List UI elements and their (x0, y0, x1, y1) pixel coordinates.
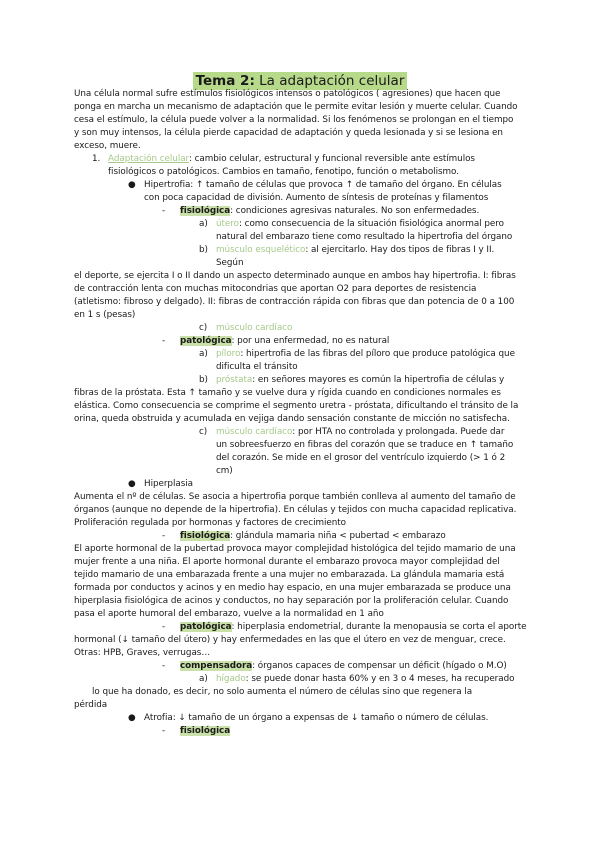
dash-icon: - (162, 726, 166, 736)
hipertrofia-utero (74, 218, 530, 231)
hipertrofia-patologica (74, 335, 530, 348)
paragraph-line: Proliferación regulada por hormonas y factores de crecimiento (74, 518, 346, 528)
hipertrofia-musculo-cardiaco (74, 322, 530, 335)
intro-line: cesa el estímulo, la célula puede volver a la normalidad. Si los fenómenos se prolongan en el tiempo (74, 115, 514, 125)
paragraph-line: formada por conductos y acinos y en medio hay espacio, en una mujer embarazada se produce una (74, 583, 511, 593)
sub-label: b) (199, 375, 208, 385)
term-piloro: píloro (216, 349, 241, 359)
higado-text: : se puede donar hasta 60% y en 3 o 4 meses, ha recuperado (245, 674, 515, 684)
paragraph-line: mujer frente a una niña. El aporte hormonal durante el embarazo provoca mayor complejidad del (74, 557, 500, 567)
cardiaco-line3: del corazón. Se mide en el grosor del ventrículo izquierdo (> 1 ó 2 (216, 453, 506, 463)
sub-label: b) (199, 245, 208, 255)
term-musculo-cardiaco: músculo cardíaco (216, 427, 293, 437)
hiperplasia-patologica (74, 621, 530, 634)
sub-label: c) (199, 427, 208, 437)
intro-line: y son muy intensos, la célula pierde capacidad de adaptación y queda lesionada y si se lesiona en (74, 128, 503, 138)
pato-text: : por una enfermedad, no es natural (231, 336, 390, 346)
comp-text: : órganos capaces de compensar un déficit (hígado o M.O) (252, 661, 507, 671)
sub-label: c) (199, 323, 208, 333)
document-body (74, 88, 530, 738)
paragraph-line: el deporte, se ejercita I o II dando un aspecto determinado aunque en ambos hay hipertrofia. I: fibras (74, 271, 516, 281)
bullet-icon: ● (128, 479, 136, 489)
atrofia-fisiologica (74, 725, 530, 738)
paragraph-line: Aumenta el nº de células. Se asocia a hipertrofia porque también conlleva al aumento del tamaño de (74, 492, 516, 502)
term-musculo-esqueletico: músculo esquelético (216, 245, 306, 255)
title-text: La adaptación celular (254, 73, 405, 89)
list-item-1 (74, 153, 530, 166)
paragraph-line: en 1 s (pesas) (74, 310, 136, 320)
bullet-icon: ● (128, 713, 136, 723)
term-patologica: patológica (180, 622, 232, 632)
higado-line2: lo que ha donado, es decir, no solo aumenta el número de células sino que regenera la (92, 687, 473, 697)
patologica-piloro (74, 348, 530, 361)
paragraph-line: elástica. Como consecuencia se comprime el segmento uretra - próstata, dificultando el tránsito de la (74, 401, 519, 411)
pato-line2: hormonal (↓ tamaño del útero) y hay enfermedades en las que el útero en vez de menguar, crece. (74, 635, 506, 645)
term-fisiologica: fisiológica (180, 726, 231, 736)
utero-text: : como consecuencia de la situación fisiológica anormal pero (239, 219, 504, 229)
piloro-line2: dificulta el tránsito (216, 362, 298, 372)
dash-icon: - (162, 336, 166, 346)
higado-line3: pérdida (74, 700, 108, 710)
item1-text: : cambio celular, estructural y funcional reversible ante estímulos (188, 154, 475, 164)
list-number: 1. (92, 154, 101, 164)
term-compensadora: compensadora (180, 661, 253, 671)
bullet-atrofia (74, 712, 530, 725)
paragraph-line: (atletismo: fibroso y delgado). II: fibras de contracción rápida con fibras que dan potencia de 0 a 100 (74, 297, 515, 307)
atrofia-line1: Atrofia: ↓ tamaño de un órgano a expensas de ↓ tamaño o número de células. (144, 713, 489, 723)
paragraph-line: órganos (aunque no depende de la hipertrofia). En células y tejidos con mucha capacidad replicativa. (74, 505, 517, 515)
paragraph-line: El aporte hormonal de la pubertad provoca mayor complejidad histológica del tejido mamario de una (74, 544, 516, 554)
term-patologica: patológica (180, 336, 232, 346)
patologica-prostata (74, 374, 530, 387)
cardiaco-line4: cm) (216, 466, 233, 476)
term-adaptacion-celular: Adaptación celular (108, 154, 189, 164)
fisio-text: : glándula mamaria niña < pubertad < embarazo (230, 531, 446, 541)
dash-icon: - (162, 661, 166, 671)
term-fisiologica: fisiológica (180, 531, 231, 541)
compensadora-higado (74, 673, 530, 686)
sub-label: a) (199, 219, 208, 229)
bullet-hipertrofia (74, 179, 530, 192)
musculo-text: : al ejercitarlo. Hay dos tipos de fibras I y II. (305, 245, 495, 255)
title-prefix: Tema 2: (195, 73, 255, 89)
patologica-musculo-cardiaco (74, 426, 530, 439)
term-higado: hígado (216, 674, 246, 684)
paragraph-line: hiperplasia fisiológica de acinos y conductos, no hay separación por la proliferación celular. Cuando (74, 596, 509, 606)
dash-icon: - (162, 531, 166, 541)
dash-icon: - (162, 206, 166, 216)
bullet-icon: ● (128, 180, 136, 190)
pato-line3: Otras: HPB, Graves, verrugas… (74, 648, 211, 658)
intro-line: ponga en marcha un mecanismo de adaptación que le permite evitar lesión y muerte celular. Cuando (74, 102, 518, 112)
term-musculo-cardiaco: músculo cardíaco (216, 323, 293, 333)
paragraph-line: orina, queda obstruida y acumulada en vejiga dando sensación constante de micción no satisfecha. (74, 414, 510, 424)
utero-line2: natural del embarazo tiene como resultado la hipertrofia del órgano (216, 232, 513, 242)
term-fisiologica: fisiológica (180, 206, 231, 216)
paragraph-line: pasa el aporte humoral del embarazo, vuelve a la normalidad en 1 año (74, 609, 384, 619)
item1-line2: fisiológicos o patológicos. Cambios en tamaño, fenotipo, función o metabolismo. (108, 167, 459, 177)
cardiaco-text: : por HTA no controlada y prolongada. Puede dar (292, 427, 505, 437)
paragraph-line: tejido mamario de una embarazada frente a una mujer no embarazada. La glándula mamaria está (74, 570, 505, 580)
sub-label: a) (199, 349, 208, 359)
cardiaco-line2: un sobreesfuerzo en fibras del corazón que se traduce en ↑ tamaño (216, 440, 514, 450)
hipertrofia-fisiologica (74, 205, 530, 218)
sub-label: a) (199, 674, 208, 684)
term-prostata: próstata (216, 375, 253, 385)
pato-text: : hiperplasia endometrial, durante la menopausia se corta el aporte (231, 622, 527, 632)
bullet-hiperplasia (74, 478, 530, 491)
prostata-text: : en señores mayores es común la hipertrofia de células y (252, 375, 505, 385)
hipertrofia-line1: Hipertrofia: ↑ tamaño de células que provoca ↑ de tamaño del órgano. En células (144, 180, 502, 190)
paragraph-line: de contracción lenta con muchas mitocondrias que aportan O2 para deportes de resistencia (74, 284, 477, 294)
piloro-text: : hipertrofia de las fibras del píloro que produce patológica que (240, 349, 515, 359)
hipertrofia-musculo-esqueletico (74, 244, 530, 257)
term-utero: útero (216, 219, 239, 229)
hiperplasia-heading: Hiperplasia (144, 479, 193, 489)
fisio-text: : condiciones agresivas naturales. No son enfermedades. (230, 206, 480, 216)
hipertrofia-line2: con poca capacidad de división. Aumento de síntesis de proteínas y filamentos (144, 193, 489, 203)
intro-line: exceso, muere. (74, 141, 141, 151)
musculo-line2: Según (216, 258, 244, 268)
paragraph-line: fibras de la próstata. Esta ↑ tamaño y se vuelve dura y rígida cuando en condiciones normales es (74, 388, 501, 398)
title-container (0, 70, 600, 90)
dash-icon: - (162, 622, 166, 632)
hiperplasia-fisiologica (74, 530, 530, 543)
hiperplasia-compensadora (74, 660, 530, 673)
intro-line: Una célula normal sufre estímulos fisiológicos intensos o patológicos ( agresiones) que hacen que (74, 89, 501, 99)
